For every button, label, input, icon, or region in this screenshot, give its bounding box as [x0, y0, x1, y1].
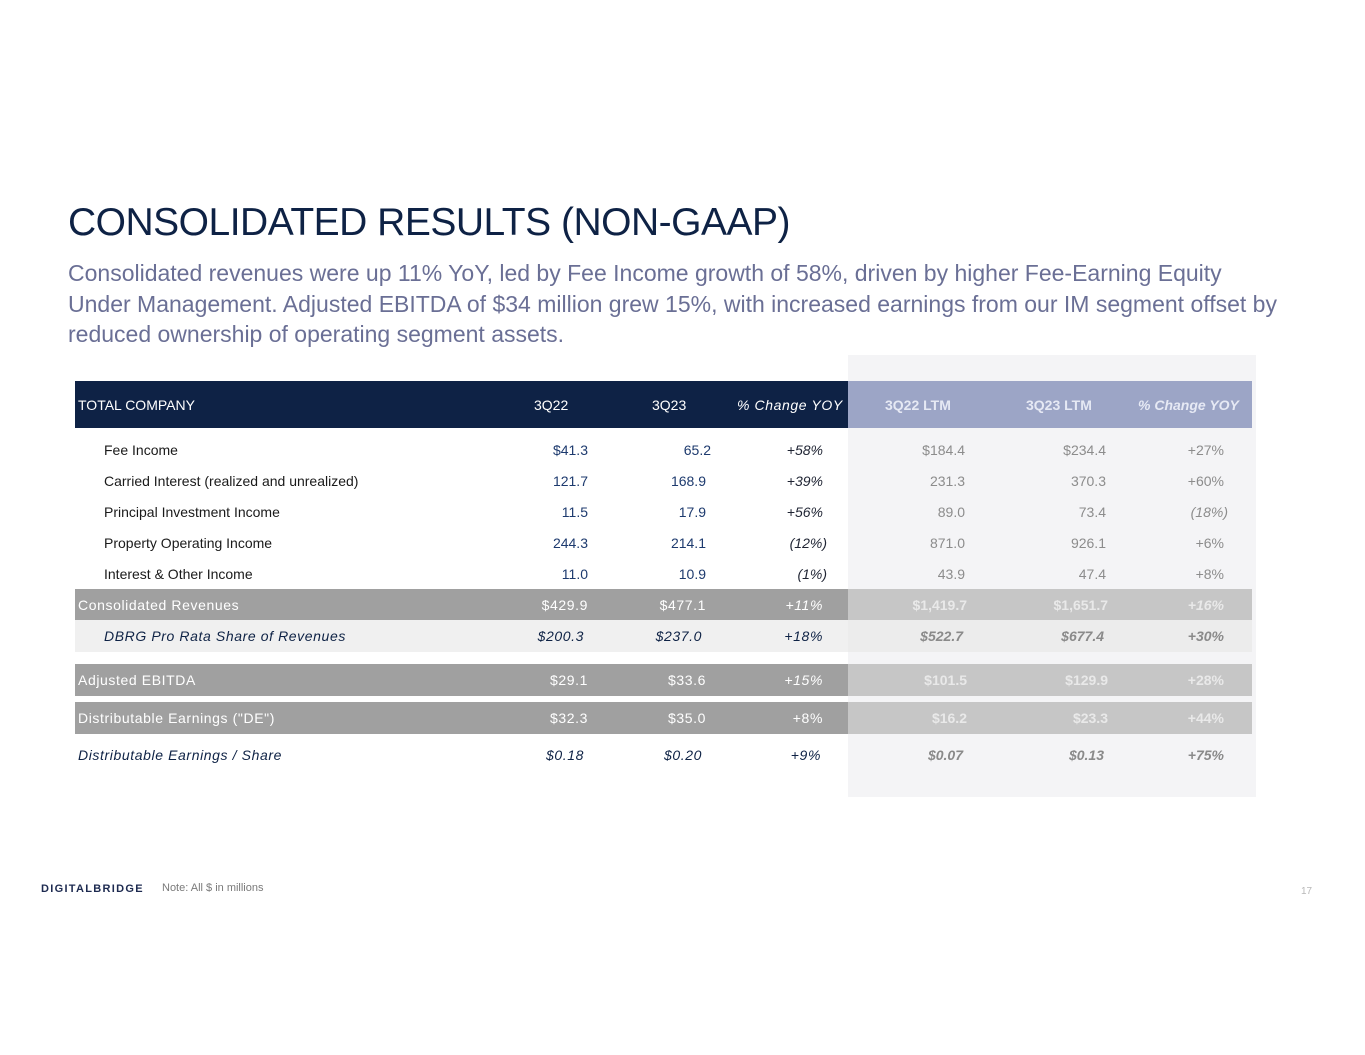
row-3q22-value: $41.3: [552, 442, 588, 458]
company-logo: DIGITALBRIDGE: [41, 883, 144, 895]
distributable-earnings-3q22-ltm: $16.2: [931, 710, 967, 726]
row-3q23-value: 17.9: [678, 504, 706, 520]
consolidated-revenues-3q22-ltm: $1,419.7: [912, 597, 967, 613]
pro-rata-3q23-ltm: $677.4: [1061, 628, 1104, 644]
distributable-earnings-3q23-ltm: $23.3: [1072, 710, 1108, 726]
header-3q23: 3Q23: [652, 397, 687, 413]
row-label: Fee Income: [104, 442, 178, 458]
row-3q22-ltm: 43.9: [937, 566, 965, 582]
pro-rata-3q22-ltm: $522.7: [920, 628, 963, 644]
consolidated-revenues-3q23-ltm: $1,651.7: [1053, 597, 1108, 613]
row-yoy-change: +58%: [786, 442, 823, 458]
pro-rata-ltm-change: +30%: [1187, 628, 1224, 644]
consolidated-revenues-3q22: $429.9: [541, 597, 588, 613]
adjusted-ebitda-yoy: +15%: [784, 672, 823, 688]
row-3q22-value: 11.5: [561, 504, 588, 520]
adjusted-ebitda-3q23: $33.6: [667, 672, 706, 688]
de-per-share-3q23-ltm: $0.13: [1068, 747, 1104, 763]
distributable-earnings-ltm-change: +44%: [1187, 710, 1224, 726]
pro-rata-label: DBRG Pro Rata Share of Revenues: [104, 628, 346, 644]
adjusted-ebitda-3q22: $29.1: [549, 672, 588, 688]
row-label: Carried Interest (realized and unrealized): [104, 473, 359, 489]
row-3q23-ltm: 47.4: [1078, 566, 1106, 582]
row-3q22-ltm: 231.3: [929, 473, 965, 489]
consolidated-revenues-3q23: $477.1: [659, 597, 706, 613]
row-yoy-change: (12%): [789, 535, 827, 551]
header-change-yoy: % Change YOY: [737, 397, 843, 413]
consolidated-revenues-yoy: +11%: [785, 597, 823, 613]
row-label: Principal Investment Income: [104, 504, 280, 520]
row-yoy-change: (1%): [797, 566, 827, 582]
pro-rata-3q23: $237.0: [655, 628, 702, 644]
distributable-earnings-3q23: $35.0: [667, 710, 706, 726]
row-ltm-change: +6%: [1195, 535, 1224, 551]
header-3q22: 3Q22: [534, 397, 569, 413]
de-per-share-yoy: +9%: [790, 747, 821, 763]
de-per-share-3q22: $0.18: [545, 747, 584, 763]
adjusted-ebitda-3q22-ltm: $101.5: [924, 672, 967, 688]
page-subtitle: Consolidated revenues were up 11% YoY, led by Fee Income growth of 58%, driven by higher Fee-Earning Equity Under Management. Adjusted EBITDA of $34 million grew 15%, with increased earnings from our IM segment offset by reduced ownership of operating segment assets.: [68, 260, 1277, 347]
adjusted-ebitda-label: Adjusted EBITDA: [78, 672, 196, 688]
row-label: Interest & Other Income: [104, 566, 253, 582]
row-3q23-ltm: 370.3: [1070, 473, 1106, 489]
header-ltm-change-yoy: % Change YOY: [1138, 397, 1239, 413]
header-3q23-ltm: 3Q23 LTM: [1026, 397, 1092, 413]
row-3q22-ltm: 871.0: [929, 535, 965, 551]
header-3q22-ltm: 3Q22 LTM: [885, 397, 951, 413]
adjusted-ebitda-3q23-ltm: $129.9: [1065, 672, 1108, 688]
pro-rata-yoy: +18%: [784, 628, 823, 644]
row-3q23-ltm: 926.1: [1070, 535, 1106, 551]
row-3q23-ltm: 73.4: [1078, 504, 1106, 520]
distributable-earnings-label: Distributable Earnings ("DE"): [78, 710, 275, 726]
row-yoy-change: +56%: [786, 504, 823, 520]
de-per-share-ltm-change: +75%: [1187, 747, 1224, 763]
consolidated-revenues-label: Consolidated Revenues: [78, 597, 240, 613]
row-ltm-change: +60%: [1187, 473, 1224, 489]
page-title: CONSOLIDATED RESULTS (NON-GAAP): [68, 201, 790, 244]
row-3q23-value: 214.1: [670, 535, 706, 551]
row-3q23-value: 65.2: [683, 442, 711, 458]
row-3q22-ltm: 89.0: [937, 504, 965, 520]
consolidated-revenues-ltm-change: +16%: [1187, 597, 1224, 613]
row-label: Property Operating Income: [104, 535, 273, 551]
header-total-company: TOTAL COMPANY: [78, 397, 195, 413]
row-ltm-change: (18%): [1190, 504, 1228, 520]
adjusted-ebitda-ltm-change: +28%: [1187, 672, 1224, 688]
distributable-earnings-3q22: $32.3: [549, 710, 588, 726]
page-number: 17: [1301, 886, 1313, 897]
footnote: Note: All $ in millions: [162, 882, 264, 894]
row-ltm-change: +8%: [1195, 566, 1224, 582]
row-ltm-change: +27%: [1187, 442, 1224, 458]
row-3q23-ltm: $234.4: [1063, 442, 1106, 458]
row-3q23-value: 10.9: [678, 566, 706, 582]
pro-rata-3q22: $200.3: [537, 628, 584, 644]
de-per-share-3q23: $0.20: [663, 747, 702, 763]
de-per-share-label: Distributable Earnings / Share: [78, 747, 282, 763]
de-per-share-3q22-ltm: $0.07: [927, 747, 963, 763]
distributable-earnings-yoy: +8%: [792, 710, 823, 726]
row-yoy-change: +39%: [786, 473, 823, 489]
row-3q22-value: 244.3: [552, 535, 588, 551]
row-3q23-value: 168.9: [670, 473, 706, 489]
row-3q22-value: 121.7: [552, 473, 588, 489]
row-3q22-value: 11.0: [561, 566, 588, 582]
row-3q22-ltm: $184.4: [922, 442, 965, 458]
